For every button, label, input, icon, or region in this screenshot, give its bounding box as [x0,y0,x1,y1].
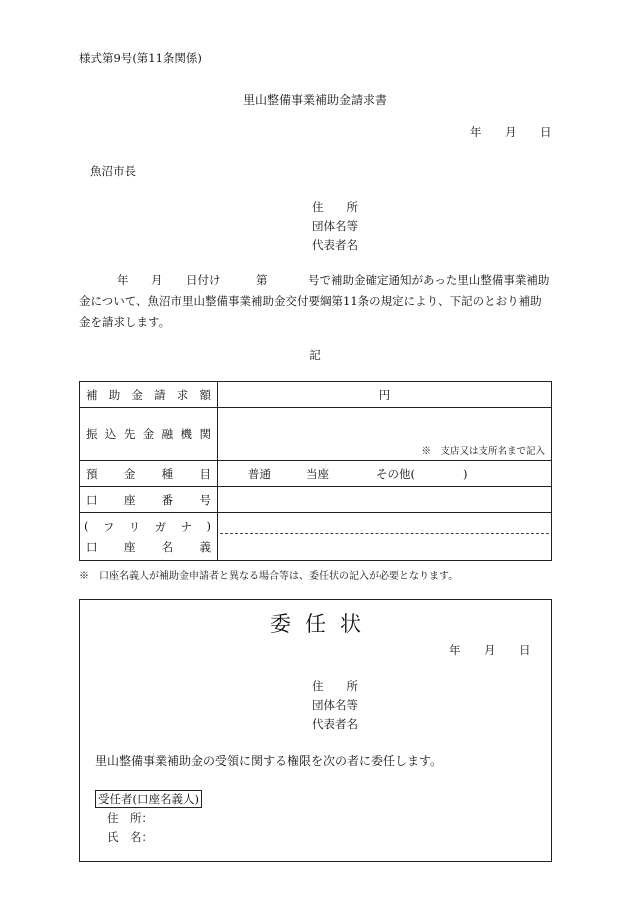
date-year: 年 [470,125,482,139]
body-line-2: 金について、魚沼市里山整備事業補助金交付要綱第11条の規定により、下記のとおり補助 [79,294,542,308]
body-line-3: 金を請求します。 [79,315,171,329]
number-field[interactable] [218,487,552,513]
amount-label: 補 助 金 請 求 額 [80,382,218,408]
body-line-1-rest: 号で補助金確定通知があった里山整備事業補助 [308,273,550,287]
bank-label: 振 込 先 金 融 機 関 [80,408,218,461]
bank-table [79,381,552,561]
body-line-1 [79,270,552,291]
addressee: 魚沼市長 [90,164,136,178]
option-futsu[interactable]: 普通 [248,466,271,481]
number-label: 口 座 番 号 [80,487,218,513]
applicant-address-label: 住 所 [312,200,358,214]
option-other-close: ) [463,466,468,481]
row-number [80,487,552,513]
name-field[interactable] [218,513,552,561]
row-bank [80,408,552,461]
date-day: 日 [540,125,552,139]
body-dai: 第 [256,273,268,287]
body-month: 月 [151,273,163,287]
proxy-box [79,599,552,862]
proxy-statement: 里山整備事業補助金の受領に関する権限を次の者に委任します。 [95,754,443,768]
form-number: 様式第9号(第11条関係) [79,51,202,65]
bank-note: ※ 支店又は支所名まで記入 [421,446,545,457]
applicant-rep-label: 代表者名 [312,238,358,252]
proxy-org-label: 団体名等 [312,698,358,712]
ki-heading: 記 [309,348,321,362]
option-toza[interactable]: 当座 [306,466,329,481]
row-amount [80,382,552,408]
applicant-org-label: 団体名等 [312,219,358,233]
document-title: 里山整備事業補助金請求書 [242,93,387,107]
date-month: 月 [505,125,517,139]
amount-field[interactable] [218,382,552,408]
agent-label: 受任者(口座名義人) [95,790,202,808]
body-year: 年 [117,273,129,287]
yen-unit: 円 [378,387,391,402]
body-day: 日付け [186,273,221,287]
proxy-date-month: 月 [484,643,496,657]
proxy-date-day: 日 [519,643,531,657]
proxy-date-year: 年 [449,643,461,657]
furigana-label: ( フ リ ガ ナ ) [84,518,211,534]
proxy-address-label: 住 所 [312,679,358,693]
request-body [79,270,552,333]
agent-name-label: 氏 名： [107,830,153,844]
option-other[interactable]: その他( [376,466,415,481]
furigana-divider [220,513,549,534]
proxy-title: 委任状 [270,612,375,636]
table-note: ※ 口座名義人が補助金申請者と異なる場合等は、委任状の記入が必要となります。 [79,571,459,582]
agent-address-label: 住 所： [107,811,153,825]
row-name [80,513,552,561]
bank-field[interactable] [218,408,552,461]
name-label [80,513,218,561]
account-name-label: 口 座 名 義 [86,539,211,554]
type-label: 預 金 種 目 [80,461,218,487]
row-type [80,461,552,487]
type-field[interactable] [218,461,552,487]
proxy-rep-label: 代表者名 [312,717,358,731]
